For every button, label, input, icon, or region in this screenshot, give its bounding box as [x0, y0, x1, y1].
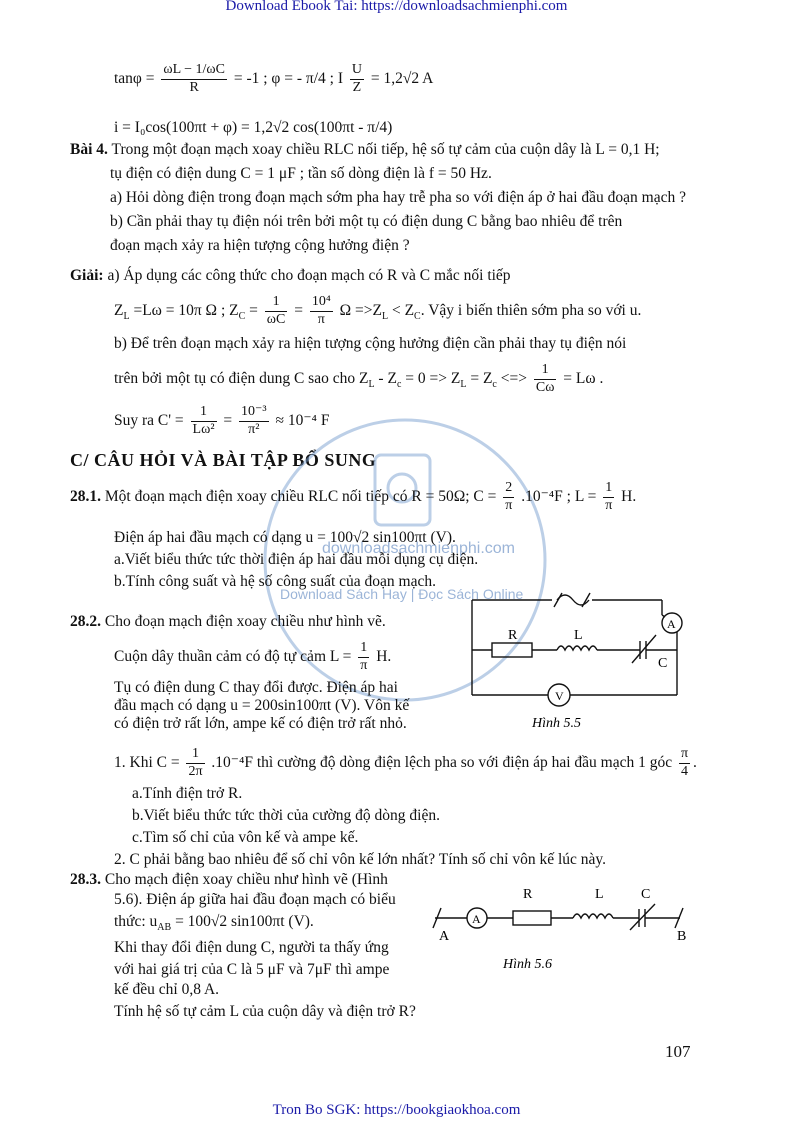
q281-line3: a.Viết biểu thức tức thời điện áp hai đầu mỗi dụng cụ điện.: [114, 551, 479, 568]
q282-text2b: H.: [376, 647, 392, 665]
q282-angle-fraction: [679, 746, 690, 781]
cprime-num1: 1: [191, 404, 217, 422]
zc-num: 1: [265, 294, 288, 312]
cprime-den2: π²: [248, 421, 260, 437]
tan-formula: [114, 62, 433, 97]
q281-line4: b.Tính công suất và hệ số công suất của đoạn mạch.: [114, 573, 436, 590]
eq2: =: [294, 301, 303, 319]
res-fraction: [534, 362, 557, 397]
tan-numerator: ωL − 1/ωC: [161, 62, 227, 80]
q282-c-num: 1: [186, 746, 204, 764]
giai-line4: trên bởi một tụ có điện dung C sao cho $Z_L - Z_c = 0 => Z_L = Z_c$ <=> $\frac{1}{C\omega}$ = Lω .: [114, 362, 604, 395]
cprime-result: ≈ 10⁻⁴ F: [275, 411, 330, 429]
res-c: = 0 => Z: [405, 369, 461, 387]
bai4-line4: b) Cần phải thay tụ điện nói trên bởi một tụ có điện dung C bằng bao nhiêu để trên: [110, 213, 623, 231]
current-expression: i = I₀cos(100πt + φ) = 1,2√2 cos(100πt - π/4): [114, 119, 393, 136]
q281-text1: Một đoạn mạch điện xoay chiều RLC nối tiếp có R = 50Ω; C =: [104, 487, 497, 505]
compare1: Ω =>Z: [339, 301, 382, 319]
fig56-ammeter: A: [472, 912, 481, 926]
q282-line8: b.Viết biểu thức tức thời của cường độ dòng điện.: [132, 807, 440, 824]
fig56-C: C: [641, 887, 651, 902]
res-num: 1: [534, 362, 557, 380]
res-b: - Z: [378, 369, 397, 387]
q283-line5: với hai giá trị của C là 5 μF và 7μF thì ampe: [114, 961, 390, 978]
cprime-eq: =: [223, 411, 233, 429]
q282-line7: a.Tính điện trở R.: [132, 785, 243, 802]
q282-l-num: 1: [358, 640, 369, 658]
io-numerator: U: [350, 62, 364, 80]
q281-text2: .10⁻⁴F ; L =: [521, 487, 597, 505]
fig55-R: R: [508, 628, 518, 643]
io-denominator: Z: [352, 79, 362, 95]
q283-line6: kế đều chỉ 0,8 A.: [114, 981, 220, 998]
fig56-B: B: [677, 929, 687, 944]
bai4-line5: đoạn mạch xảy ra hiện tượng cộng hưởng điện ?: [110, 237, 410, 255]
q282-l-den: π: [360, 657, 368, 673]
q281-l-den: π: [605, 497, 613, 513]
zl-value: =Lω = 10π Ω ; Z: [133, 301, 239, 319]
q283-line4: Khi thay đổi điện dung C, người ta thấy ứng: [114, 939, 389, 956]
zc-fraction2: [310, 294, 333, 329]
page-footer: Tron Bo SGK: https://bookgiaokhoa.com: [272, 1102, 521, 1118]
q282-l-fraction: [358, 640, 369, 675]
page-number: 107: [665, 1042, 691, 1061]
watermark-line1: downloadsachmienphi.com: [322, 540, 515, 557]
circuit-figure-5-6: [425, 880, 705, 975]
q283-text1: Cho mạch điện xoay chiều như hình vẽ (Hình: [104, 871, 388, 888]
giai-line1: [70, 264, 511, 288]
fig55-C: C: [658, 656, 668, 671]
zc-num2: 10⁴: [310, 294, 333, 312]
q283-sub: AB: [157, 922, 172, 934]
conclusion1: . Vậy i biến thiên sớm pha so với u.: [420, 301, 642, 319]
q282-line9: c.Tìm số chỉ của vôn kế và ampe kế.: [132, 829, 359, 846]
giai-line2: $Z_L =L\omega = 10\pi$ Ω ; $Z_C$ = $\frac{1}{\omega C}$ = $\frac{\text{10⁴}}{\pi}$ $\Omega =>Z_L < Z_C$. Vậy i biến thiên sớm pha so với u.: [114, 294, 642, 327]
q282-line1: [70, 610, 386, 634]
fig55-V: V: [555, 689, 564, 703]
page-header: Download Ebook Tai: https://downloadsachmienphi.com: [225, 0, 568, 14]
q282-c-den: 2π: [188, 763, 203, 779]
cprime-den1: Lω²: [192, 421, 215, 437]
tan-lhs: tanφ =: [114, 69, 155, 87]
zc-den: ωC: [266, 311, 286, 327]
fig56-L: L: [595, 887, 604, 902]
giai-label: Giải:: [70, 267, 104, 284]
q282-text6b: .10⁻⁴F thì cường độ dòng điện lệch pha so với điện áp hai đầu mạch 1 góc: [211, 753, 673, 771]
cprime-num2: 10⁻³: [239, 404, 269, 422]
q282-line5: có điện trở rất lớn, ampe kế có điện trở rất nhỏ.: [114, 715, 407, 732]
res-d: = Z: [470, 369, 493, 387]
q282-line3: Tụ có điện dung C thay đổi được. Điện áp hai: [114, 679, 398, 696]
bai4-line2: tụ điện có điện dung C = 1 μF ; tần số dòng điện là f = 50 Hz.: [110, 165, 492, 183]
tan-fraction: [161, 62, 227, 97]
io-fraction: [350, 62, 364, 97]
fig56-R: R: [523, 887, 533, 902]
q281-c-fraction: [503, 480, 514, 515]
q282-text6a: 1. Khi C =: [114, 753, 180, 771]
fig55-caption: Hình 5.5: [532, 716, 581, 731]
tan-middle: = -1 ; φ = - π/4 ; I: [233, 69, 344, 87]
section-heading: C/ CÂU HỎI VÀ BÀI TẬP BỔ SUNG: [70, 450, 377, 470]
bai4-block: [70, 138, 730, 258]
giai-line3: b) Để trên đoạn mạch xảy ra hiện tượng cộng hưởng điện cần phải thay tụ điện nói: [114, 335, 627, 352]
q283-text3b: = 100√2 sin100πt (V).: [175, 913, 314, 930]
tan-result: = 1,2√2 A: [370, 69, 434, 87]
bai4-label: Bài 4.: [70, 141, 108, 158]
q282-line6: [114, 746, 697, 781]
q282-line2: [114, 640, 391, 675]
q282-text6c: .: [693, 753, 697, 771]
cprime-frac1: [191, 404, 217, 439]
q281-l-fraction: [603, 480, 614, 515]
q282-label: 28.2.: [70, 613, 101, 630]
q282-text2a: Cuộn dây thuần cảm có độ tự cảm L =: [114, 647, 352, 665]
fig56-caption: Hình 5.6: [503, 957, 552, 972]
res-e: <=>: [500, 369, 527, 387]
q281-line1: [70, 480, 636, 515]
giai-text1: a) Áp dụng các công thức cho đoạn mạch có R và C mắc nối tiếp: [107, 267, 511, 284]
q281-c-den: π: [505, 497, 513, 513]
q283-label: 28.3.: [70, 871, 101, 888]
circuit-figure-5-5: [462, 585, 702, 740]
q282-line4: đầu mạch có dạng u = 200sin100πt (V). Vôn kế: [114, 697, 410, 714]
q283-line7: Tính hệ số tự cảm L của cuộn dây và điện trở R?: [114, 1003, 416, 1020]
eq1: =: [249, 301, 258, 319]
zc-den2: π: [317, 311, 325, 327]
bai4-line1: Trong một đoạn mạch xoay chiều RLC nối tiếp, hệ số tự cảm của cuộn dây là L = 0,1 H;: [111, 141, 660, 158]
fig56-A: A: [439, 929, 450, 944]
q281-text3: H.: [621, 487, 637, 505]
zl-symbol: Z: [114, 301, 124, 319]
fig55-L: L: [574, 628, 583, 643]
compare2: < Z: [391, 301, 415, 319]
q281-l-num: 1: [603, 480, 614, 498]
q282-angle-num: π: [679, 746, 690, 764]
q282-angle-den: 4: [681, 763, 688, 779]
q283-line2: 5.6). Điện áp giữa hai đầu đoạn mạch có biểu: [114, 891, 396, 908]
q282-text1: Cho đoạn mạch điện xoay chiều như hình vẽ.: [104, 613, 386, 630]
bai4-line3: a) Hỏi dòng điện trong đoạn mạch sớm pha hay trễ pha so với điện áp ở hai đầu đoạn mạch ?: [110, 189, 686, 207]
q283-text3a: thức: u: [114, 913, 158, 930]
res-a: trên bởi một tụ có điện dung C sao cho Z: [114, 369, 369, 387]
fig55-A: A: [667, 617, 676, 631]
cprime-lhs: Suy ra C' =: [114, 411, 184, 429]
res-f: = Lω .: [563, 369, 604, 387]
q281-label: 28.1.: [70, 487, 101, 505]
q281-c-num: 2: [503, 480, 514, 498]
q281-line2: Điện áp hai đầu mạch có dạng u = 100√2 sin100πt (V).: [114, 529, 456, 546]
zc-fraction: [265, 294, 288, 329]
res-den: Cω: [535, 379, 555, 395]
watermark-line2: Download Sách Hay | Đọc Sách Online: [280, 586, 524, 602]
q283-line3: [114, 910, 314, 936]
q282-line10: 2. C phải bằng bao nhiêu để số chỉ vôn kế lớn nhất? Tính số chỉ vôn kế lúc này.: [114, 851, 607, 868]
q282-c-fraction: [186, 746, 204, 781]
tan-denominator: R: [189, 79, 199, 95]
